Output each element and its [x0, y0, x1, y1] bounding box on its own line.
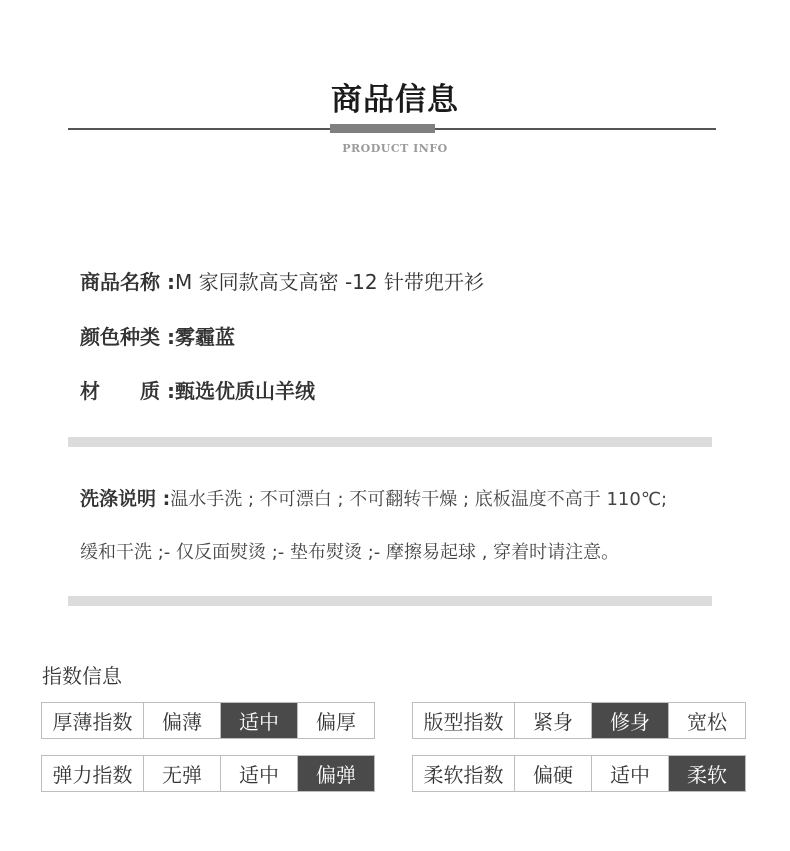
- product-name-value: M 家同款高支高密 -12 针带兜开衫: [174, 270, 484, 294]
- scale-option: 紧身: [514, 703, 591, 738]
- scale-label: 弹力指数: [52, 763, 133, 787]
- product-material-value: 甄选优质山羊绒: [174, 379, 315, 403]
- product-name-row: [80, 266, 484, 295]
- scale-label: 柔软指数: [423, 763, 504, 787]
- washing-text-1: 温水手洗 ; 不可漂白 ; 不可翻转干燥 ; 底板温度不高于 110℃;: [170, 489, 668, 510]
- product-color-row: [80, 321, 235, 350]
- title-accent-bar: [330, 124, 435, 133]
- section-divider: [68, 437, 712, 447]
- scale-option: 修身: [591, 703, 668, 738]
- scale-label: 厚薄指数: [52, 710, 133, 734]
- washing-text-2: 缓和干洗 ;- 仅反面熨烫 ;- 垫布熨烫 ;- 摩擦易起球 , 穿着时请注意。: [80, 542, 620, 563]
- page-title: 商品信息: [331, 82, 459, 118]
- product-material-label: 材 质 :: [80, 379, 175, 403]
- indices-title: 指数信息: [42, 664, 122, 688]
- scale-option: 偏厚: [297, 703, 374, 738]
- thickness-index-scale: [41, 702, 375, 739]
- scale-option: 适中: [220, 756, 297, 791]
- product-material-row: [80, 375, 315, 404]
- fit-index-scale: [412, 702, 746, 739]
- scale-option: 适中: [591, 756, 668, 791]
- scale-option: 宽松: [668, 703, 745, 738]
- washing-label: 洗涤说明 :: [80, 488, 171, 510]
- product-name-label: 商品名称 :: [80, 270, 175, 294]
- elasticity-index-scale: [41, 755, 375, 792]
- scale-option: 柔软: [668, 756, 745, 791]
- product-color-label: 颜色种类 :: [80, 325, 175, 349]
- softness-index-scale: [412, 755, 746, 792]
- scale-option: 偏薄: [143, 703, 220, 738]
- scale-option: 适中: [220, 703, 297, 738]
- scale-option: 偏硬: [514, 756, 591, 791]
- page-subtitle: PRODUCT INFO: [342, 142, 448, 155]
- washing-line-1: [80, 484, 667, 511]
- scale-option: 无弹: [143, 756, 220, 791]
- product-color-value: 雾霾蓝: [174, 325, 235, 349]
- scale-option: 偏弹: [297, 756, 374, 791]
- section-divider: [68, 596, 712, 606]
- scale-label: 版型指数: [423, 710, 504, 734]
